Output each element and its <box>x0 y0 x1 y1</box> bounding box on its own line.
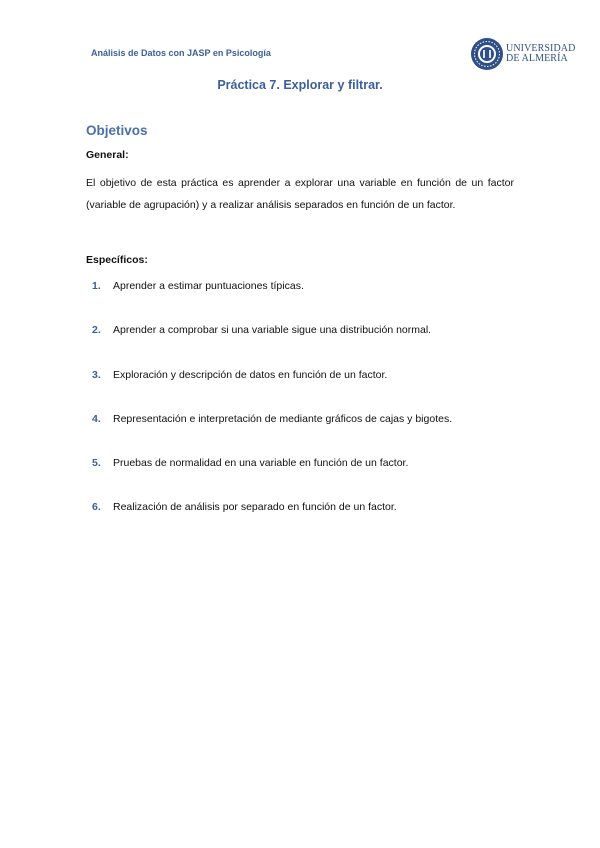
list-text: Aprender a estimar puntuaciones típicas. <box>113 280 304 292</box>
general-label: General: <box>86 149 129 161</box>
list-number: 1. <box>92 280 101 292</box>
logo-line-2: DE ALMERÍA <box>506 53 568 64</box>
list-number: 3. <box>92 369 101 381</box>
list-number: 2. <box>92 324 101 336</box>
university-seal-icon <box>470 37 504 71</box>
list-text: Realización de análisis por separado en función de un factor. <box>113 501 397 513</box>
list-text: Exploración y descripción de datos en función de un factor. <box>113 369 388 381</box>
list-number: 4. <box>92 413 101 425</box>
list-item <box>92 369 387 381</box>
list-item <box>92 280 304 292</box>
university-logo <box>470 37 575 71</box>
specific-label: Específicos: <box>86 254 148 266</box>
list-item <box>92 501 397 513</box>
logo-line-1: UNIVERSIDAD <box>506 43 576 54</box>
list-text: Aprender a comprobar si una variable sigue una distribución normal. <box>113 324 432 336</box>
list-item <box>92 324 431 336</box>
course-header: Análisis de Datos con JASP en Psicología <box>91 48 271 58</box>
list-text: Representación e interpretación de mediante gráficos de cajas y bigotes. <box>113 413 453 425</box>
list-item <box>92 413 452 425</box>
list-item <box>92 457 408 469</box>
list-number: 5. <box>92 457 101 469</box>
university-name <box>506 44 575 64</box>
list-text: Pruebas de normalidad en una variable en función de un factor. <box>113 457 409 469</box>
page-title: Práctica 7. Explorar y filtrar. <box>217 78 383 92</box>
general-paragraph: El objetivo de esta práctica es aprender a explorar una variable en función de un factor (variable de agrupación) y a realizar análisis separados en función de un factor. <box>86 177 514 211</box>
section-heading: Objetivos <box>86 123 148 138</box>
list-number: 6. <box>92 501 101 513</box>
